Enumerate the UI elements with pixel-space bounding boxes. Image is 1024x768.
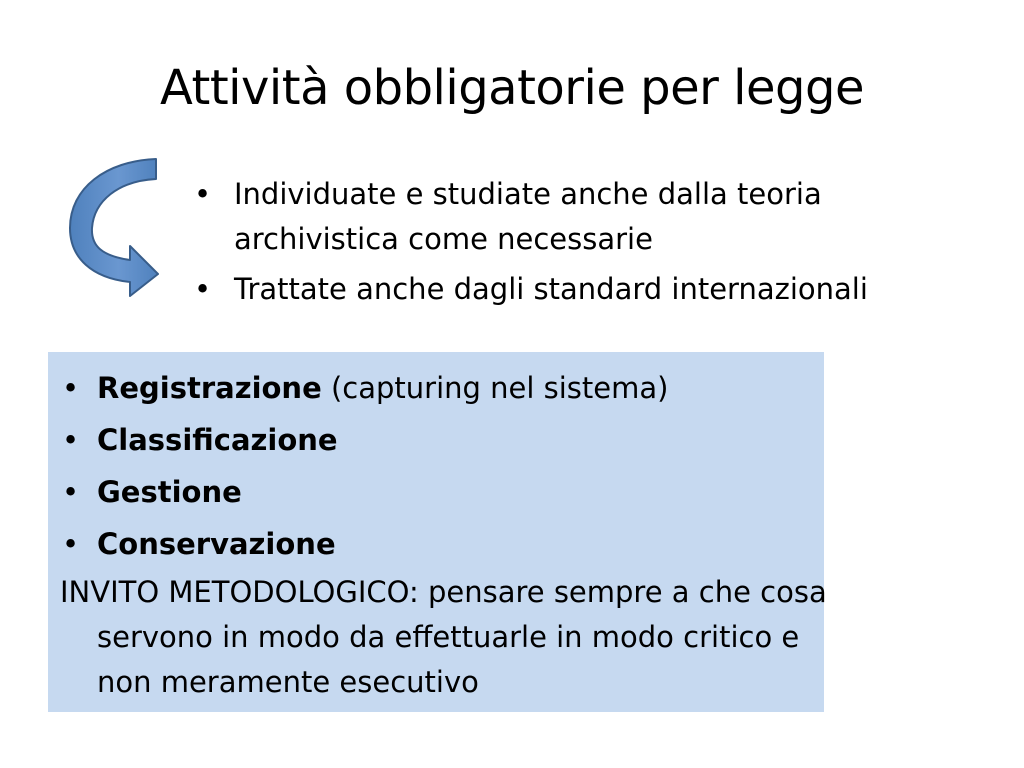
top-bullet-item-1 [194,172,984,262]
bullet-icon: • [62,371,80,405]
top-bullet-text: Individuate e studiate anche dalla teoria archivistica come necessarie [234,177,822,256]
activity-description: (capturing nel sistema) [321,371,669,405]
bullet-icon: • [62,475,80,509]
bullet-icon: • [62,527,80,561]
activity-name: Classificazione [97,423,338,457]
activity-item-registrazione [60,362,810,414]
bullet-icon: • [62,423,80,457]
activity-name: Registrazione [97,371,322,405]
activity-item-conservazione [60,518,810,570]
top-bullet-item-2 [194,267,984,312]
curved-arrow-icon [66,156,162,298]
slide-title: Attività obbligatorie per legge [160,60,864,116]
activities-list [60,362,810,570]
top-bullet-list [194,172,984,317]
top-bullet-text: Trattate anche dagli standard internazionali [234,272,868,306]
activity-name: Gestione [97,475,242,509]
activity-item-gestione [60,466,810,518]
bullet-icon: • [194,272,212,306]
activity-item-classificazione [60,414,810,466]
activity-name: Conservazione [97,527,336,561]
methodological-note: INVITO METODOLOGICO: pensare sempre a che cosa servono in modo da effettuarle in modo critico e non meramente esecutivo [60,575,827,699]
bullet-icon: • [194,177,212,211]
activities-box [48,352,827,712]
